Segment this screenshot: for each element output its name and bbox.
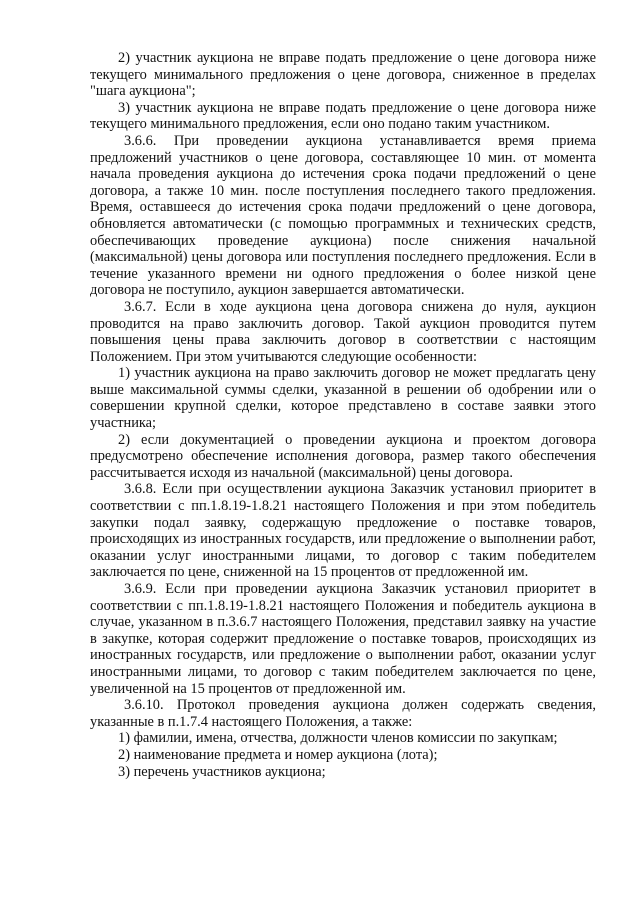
paragraph-3-6-7: 3.6.7. Если в ходе аукциона цена договора снижена до нуля, аукцион проводится на право заключить договор. Такой аукцион проводится путем повышения цены права заключить договор в соответствии с настоящим Положением. При этом учитываются следующие особенности: — [90, 298, 596, 365]
paragraph-3-6-8: 3.6.8. Если при осуществлении аукциона Заказчик установил приоритет в соответствии с пп.1.8.19-1.8.21 настоящего Положения и при этом победитель закупки подал заявку, содержащую предложение о поставке товаров, происходящих из иностранных государств, или предложение о выполнении работ, оказании услуг иностранными лицами, то договор с таким победителем заключается по цене, сниженной на 15 процентов от предложенной им. — [90, 481, 596, 581]
paragraph-3-6-10-item-3: 3) перечень участников аукциона; — [118, 763, 326, 780]
document-body — [90, 50, 596, 780]
paragraph-3-6-7-item-1: 1) участник аукциона на право заключить договор не может предлагать цену выше максимальной суммы сделки, указанной в решении об одобрении или о совершении крупной сделки, которое представлено в составе заявки этого участника; — [90, 365, 596, 432]
paragraph-3-6-10-item-2: 2) наименование предмета и номер аукциона (лота); — [118, 746, 438, 763]
paragraph-3-6-7-item-2: 2) если документацией о проведении аукциона и проектом договора предусмотрено обеспечение исполнения договора, размер такого обеспечения рассчитывается исходя из начальной (максимальной) цены договора. — [90, 431, 596, 481]
paragraph-3-li: 3) участник аукциона не вправе подать предложение о цене договора ниже текущего минимального предложения, если оно подано таким участником. — [90, 99, 596, 133]
paragraph-3-6-9: 3.6.9. Если при проведении аукциона Заказчик установил приоритет в соответствии с пп.1.8.19-1.8.21 настоящего Положения и победитель аукциона в случае, указанном в п.3.6.7 настоящего Положения, представил заявку на участие в закупке, которая содержит предложение о поставке товаров, происходящих из иностранных государств, или предложение о выполнении работ, оказании услуг иностранными лицами, то договор с таким победителем заключается по цене, увеличенной на 15 процентов от предложенной им. — [90, 581, 596, 697]
paragraph-3-6-10: 3.6.10. Протокол проведения аукциона должен содержать сведения, указанные в п.1.7.4 настоящего Положения, а также: — [90, 697, 596, 730]
paragraph-3-6-6: 3.6.6. При проведении аукциона устанавливается время приема предложений участников о цене договора, составляющее 10 мин. от момента начала проведения аукциона до истечения срока подачи предложений о цене договора, а также 10 мин. после поступления последнего такого предложения. Время, оставшееся до истечения срока подачи предложений о цене договора, обновляется автоматически (с помощью программных и технических средств, обеспечивающих проведение аукциона) после снижения начальной (максимальной) цены договора или поступления последнего предложения. Если в течение указанного времени ни одного предложения о более низкой цене договора не поступило, аукцион завершается автоматически. — [90, 132, 596, 299]
paragraph-2-li: 2) участник аукциона не вправе подать предложение о цене договора ниже текущего минимального предложения о цене договора, сниженное в пределах "шага аукциона"; — [90, 50, 596, 100]
paragraph-3-6-10-item-1: 1) фамилии, имена, отчества, должности членов комиссии по закупкам; — [118, 730, 558, 747]
